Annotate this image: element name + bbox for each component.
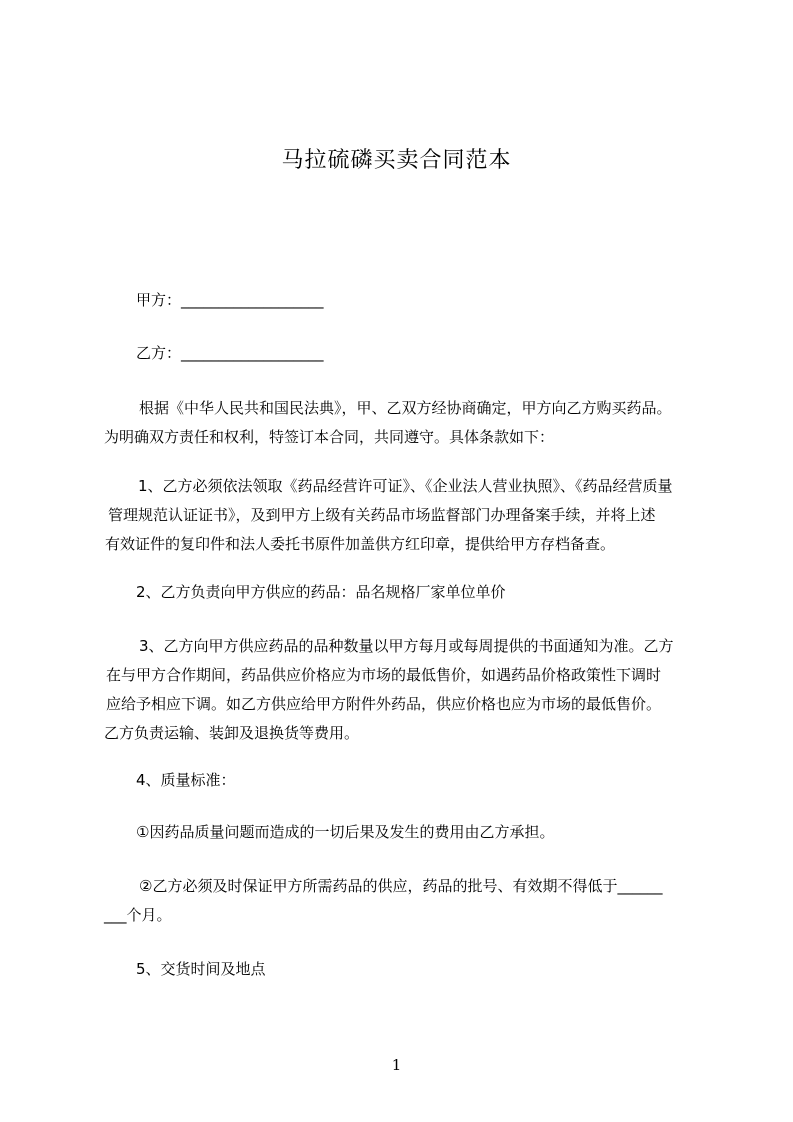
clause-4-item-2 [0,872,662,930]
intro-line-2: 为明确双方责任和权利，特签订本合同，共同遵守。具体条款如下： [104,428,555,446]
intro-line-1: 根据《中华人民共和国民法典》，甲、乙双方经协商确定，甲方向乙方购买药品。 [139,399,672,417]
clause-4-heading: 4、质量标准： [136,771,236,789]
party-b-line: 乙方：___________________ [136,344,324,362]
clause-4-item-2-line-2: ___个月。 [104,906,172,924]
clause-1-line-1: 1、乙方必须依法领取《药品经营许可证》、《企业法人营业执照》、《药品经营质量 [138,477,673,495]
clause-3-line-4: 乙方负责运输、装卸及退换货等费用。 [104,724,360,742]
page-number: 1 [391,1056,402,1074]
party-a-line: 甲方：___________________ [136,291,324,309]
clause-2: 2、乙方负责向甲方供应的药品：品名规格厂家单位单价 [136,583,506,601]
clause-3-line-1: 3、乙方向甲方供应药品的品种数量以甲方每月或每周提供的书面通知为准。乙方 [139,637,674,655]
clause-1-line-3: 有效证件的复印件和法人委托书原件加盖供方红印章，提供给甲方存档备查。 [105,535,616,553]
clause-4-item-2-line-1: ②乙方必须及时保证甲方所需药品的供应，药品的批号、有效期不得低于______ [139,877,663,895]
clause-4-item-1: ①因药品质量问题而造成的一切后果及发生的费用由乙方承担。 [136,823,555,841]
clause-1-line-2: 管理规范认证证书》，及到甲方上级有关药品市场监督部门办理备案手续，并将上述 [108,506,656,524]
clause-1-paragraph [0,472,673,559]
clause-3-paragraph [0,632,674,748]
document-title: 马拉硫磷买卖合同范本 [281,148,512,173]
clause-5: 5、交货时间及地点 [136,960,266,978]
clause-3-line-3: 应给予相应下调。如乙方供应给甲方附件外药品，供应价格也应为市场的最低售价。 [106,695,662,713]
clause-3-line-2: 在与甲方合作期间，药品供应价格应为市场的最低售价，如遇药品价格政策性下调时 [106,666,662,684]
intro-paragraph [0,394,672,452]
